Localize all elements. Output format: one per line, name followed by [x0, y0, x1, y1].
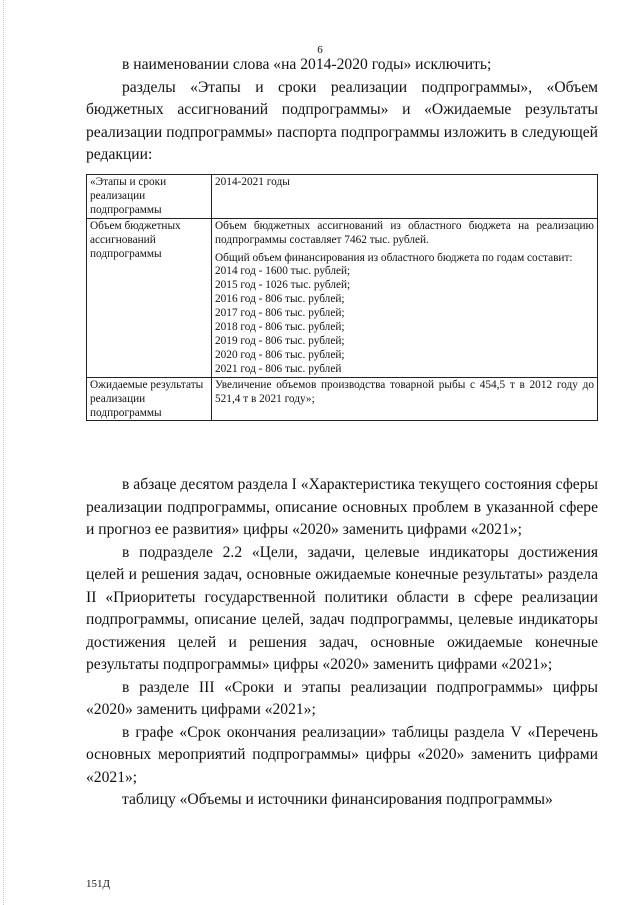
budget-year-item: 2018 год - 806 тыс. рублей; — [215, 321, 345, 334]
page-number: 6 — [317, 44, 323, 56]
scan-edge-line — [3, 0, 4, 905]
row-label-results: Ожидаемые результаты реализации подпрограммы — [87, 377, 212, 421]
paragraph: в графе «Срок окончания реализации» таблицы раздела V «Перечень основных мероприятий подпрограммы» цифры «2020» заменить цифрами «2021»; — [86, 723, 598, 786]
budget-year-item: 2021 год - 806 тыс. рублей — [215, 362, 342, 375]
row-value-budget — [212, 218, 598, 377]
row-label-budget: Объем бюджетных ассигнований подпрограммы — [87, 218, 212, 377]
budget-year-item: 2016 год - 806 тыс. рублей; — [215, 293, 345, 306]
table-row — [87, 218, 598, 377]
table-row — [87, 377, 598, 421]
budget-year-item: 2019 год - 806 тыс. рублей; — [215, 334, 345, 347]
paragraph: в подразделе 2.2 «Цели, задачи, целевые индикаторы достижения целей и решения задач, основные ожидаемые конечные результаты» раздела II «Приоритеты государственной политики области в сфере реализации подпрограммы, описание целей, задач подпрограммы, целевые индикаторы достижения целей и решения задач, основные ожидаемые конечные результаты подпрограммы» цифры «2020» заменить цифрами «2021»; — [86, 543, 598, 673]
row-label-stages: «Этапы и сроки реализации подпрограммы — [87, 175, 212, 219]
paragraph: в абзаце десятом раздела I «Характеристика текущего состояния сферы реализации подпрограммы, описание основных проблем в указанной сфере и прогноз ее развития» цифры «2020» заменить цифрами «2021»; — [86, 476, 598, 538]
amendments-text — [86, 474, 598, 812]
paragraph: в наименовании слова «на 2014-2020 годы» исключить; — [122, 56, 492, 73]
budget-year-item: 2015 год - 1026 тыс. рублей; — [215, 279, 351, 292]
document-code: 151Д — [86, 878, 111, 890]
row-value-stages: 2014-2021 годы — [212, 175, 598, 219]
table-row — [87, 175, 598, 219]
budget-year-item: 2020 год - 806 тыс. рублей; — [215, 348, 345, 361]
passport-table — [86, 174, 598, 421]
paragraph: разделы «Этапы и сроки реализации подпрограммы», «Объем бюджетных ассигнований подпрограммы» и «Ожидаемые результаты реализации подпрограммы» паспорта подпрограммы изложить в следующей редакции: — [86, 78, 598, 163]
row-value-results: Увеличение объемов производства товарной рыбы с 454,5 т в 2012 году до 521,4 т в 2021 году»; — [212, 377, 598, 421]
budget-year-item: 2017 год - 806 тыс. рублей; — [215, 307, 345, 320]
budget-by-years-text: Общий объем финансирования из областного бюджета по годам составит: — [215, 251, 573, 264]
budget-total-text: Объем бюджетных ассигнований из областного бюджета на реализацию подпрограммы составляет 7462 тыс. рублей. — [215, 219, 594, 246]
paragraph: в разделе III «Сроки и этапы реализации подпрограммы» цифры «2020» заменить цифрами «2021»; — [86, 678, 598, 718]
paragraph: таблицу «Объемы и источники финансирования подпрограммы» — [122, 791, 553, 808]
budget-year-item: 2014 год - 1600 тыс. рублей; — [215, 265, 351, 278]
intro-text — [86, 54, 598, 167]
